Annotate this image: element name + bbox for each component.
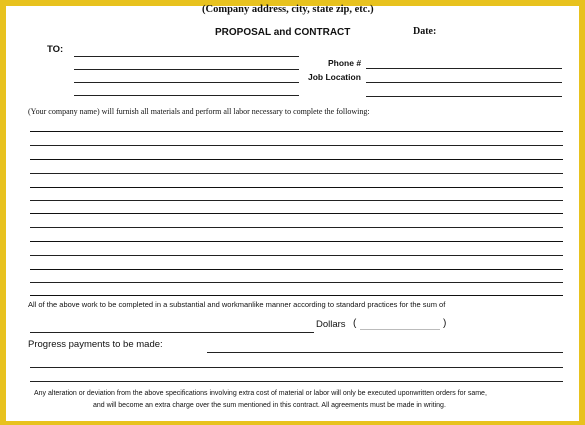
- scope-statement: (Your company name) will furnish all materials and perform all labor necessary to complete the following:: [28, 107, 370, 116]
- description-line[interactable]: [30, 131, 563, 132]
- description-line[interactable]: [30, 282, 563, 283]
- description-line[interactable]: [30, 227, 563, 228]
- to-line-1[interactable]: [74, 56, 299, 57]
- description-line[interactable]: [30, 187, 563, 188]
- footer-line-2: and will become an extra charge over the sum mentioned in this contract. All agreements must be made in writing.: [93, 402, 446, 409]
- paren-open: (: [353, 318, 357, 329]
- description-line[interactable]: [30, 173, 563, 174]
- description-line[interactable]: [30, 241, 563, 242]
- description-line[interactable]: [30, 145, 563, 146]
- description-line[interactable]: [30, 213, 563, 214]
- date-label: Date:: [413, 26, 437, 37]
- to-line-2[interactable]: [74, 69, 299, 70]
- description-line[interactable]: [30, 255, 563, 256]
- paren-close: ): [443, 318, 447, 329]
- form-title: PROPOSAL and CONTRACT: [215, 27, 351, 38]
- to-label: TO:: [47, 44, 64, 55]
- dollars-label: Dollars: [316, 319, 346, 330]
- sum-written-line[interactable]: [30, 332, 314, 333]
- description-line[interactable]: [30, 159, 563, 160]
- sum-numeric-line[interactable]: [360, 329, 440, 330]
- job-location-line-2[interactable]: [366, 96, 562, 97]
- progress-line-2[interactable]: [30, 367, 563, 368]
- description-line[interactable]: [30, 269, 563, 270]
- progress-line-1[interactable]: [207, 352, 563, 353]
- progress-line-3[interactable]: [30, 381, 563, 382]
- description-line[interactable]: [30, 200, 563, 201]
- phone-line[interactable]: [366, 68, 562, 69]
- company-address: (Company address, city, state zip, etc.): [202, 4, 374, 15]
- progress-payments-label: Progress payments to be made:: [28, 339, 163, 350]
- to-line-3[interactable]: [74, 82, 299, 83]
- job-location-label: Job Location: [308, 72, 361, 82]
- to-line-4[interactable]: [74, 95, 299, 96]
- phone-label: Phone #: [328, 58, 362, 68]
- footer-line-1: Any alteration or deviation from the above specifications involving extra cost of material or labor will only be executed uponwritten orders for same,: [34, 390, 487, 397]
- completion-statement: All of the above work to be completed in a substantial and workmanlike manner according to standard practices for the sum of: [28, 300, 446, 309]
- description-line[interactable]: [30, 295, 563, 296]
- job-location-line[interactable]: [366, 82, 562, 83]
